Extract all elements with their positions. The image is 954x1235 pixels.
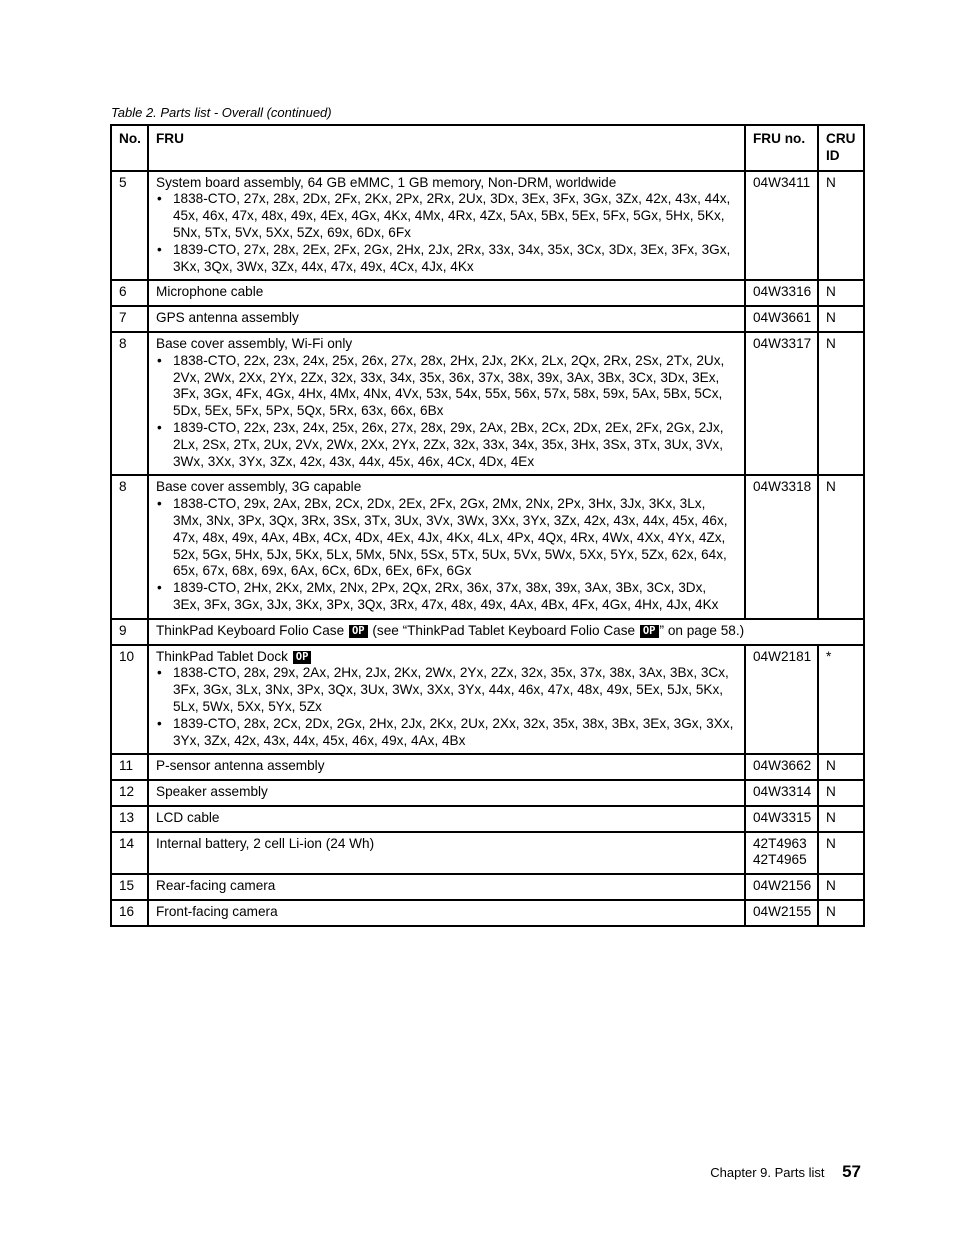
fru-number-cell (745, 874, 818, 900)
fru-description (156, 784, 737, 801)
cru-id: N (818, 900, 864, 926)
cru-id: N (818, 332, 864, 475)
fru-description-cell (148, 332, 745, 475)
fru-description-text: Base cover assembly, Wi-Fi only (156, 335, 353, 351)
fru-number: 42T4963 (753, 835, 807, 851)
fru-description (156, 336, 737, 353)
fru-description (156, 878, 737, 895)
machine-type-list (156, 665, 737, 749)
fru-description-cell (148, 754, 745, 780)
table-row (111, 475, 864, 618)
machine-type-item: • 1838-CTO, 27x, 28x, 2Dx, 2Fx, 2Kx, 2Px, 2Rx, 2Ux, 3Dx, 3Ex, 3Fx, 3Gx, 3Zx, 42x, 43x, 44x, 45x, 46x, 47x, 48x, 49x, 4Ex, 4Gx, 4Kx, 4Mx, 4Rx, 4Zx, 5Ax, 5Bx, 5Ex, 5Fx, 5Gx, 5Hx, 5Kx, 5Nx, 5Tx, 5Vx, 5Xx, 5Zx, 69x, 6Dx, 6Fx (156, 191, 737, 241)
fru-number: 04W3411 (753, 174, 811, 190)
fru-description-text: Speaker assembly (156, 784, 268, 800)
fru-number-cell (745, 806, 818, 832)
machine-type-item: • 1839-CTO, 28x, 2Cx, 2Dx, 2Gx, 2Hx, 2Jx, 2Kx, 2Ux, 2Xx, 32x, 35x, 38x, 3Bx, 3Ex, 3Gx, 3Xx, 3Yx, 3Zx, 42x, 43x, 44x, 45x, 46x, 49x, 4Ax, 4Bx (156, 716, 737, 750)
table-row (111, 171, 864, 281)
fru-number: 04W3316 (753, 284, 812, 300)
option-badge: OP (640, 625, 659, 638)
fru-description (156, 310, 737, 327)
cross-reference-text: (see “ThinkPad Tablet Keyboard Folio Case (372, 622, 636, 638)
table-row (111, 806, 864, 832)
table-row (111, 780, 864, 806)
fru-description-text: GPS antenna assembly (156, 310, 299, 326)
table-row (111, 645, 864, 755)
cru-id: N (818, 306, 864, 332)
fru-description-cell (148, 306, 745, 332)
fru-description-text: Microphone cable (156, 284, 264, 300)
row-number: 16 (111, 900, 148, 926)
page-number: 57 (842, 1162, 861, 1181)
cru-id: N (818, 754, 864, 780)
fru-description-cell (148, 780, 745, 806)
fru-number-cell (745, 171, 818, 281)
cru-id: * (818, 645, 864, 755)
fru-number-cell (745, 780, 818, 806)
fru-number-cell (745, 645, 818, 755)
parts-table-body (111, 171, 864, 926)
table-row (111, 280, 864, 306)
fru-description (156, 284, 737, 301)
fru-description (156, 649, 737, 666)
machine-type-item: • 1838-CTO, 22x, 23x, 24x, 25x, 26x, 27x, 28x, 2Hx, 2Jx, 2Kx, 2Lx, 2Qx, 2Rx, 2Sx, 2Tx, 2Ux, 2Vx, 2Wx, 2Xx, 2Yx, 2Zx, 32x, 33x, 34x, 35x, 36x, 37x, 38x, 39x, 3Ax, 3Bx, 3Cx, 3Dx, 3Ex, 3Fx, 3Gx, 4Fx, 4Gx, 4Hx, 4Mx, 4Nx, 4Vx, 53x, 54x, 55x, 56x, 57x, 58x, 59x, 5Ax, 5Bx, 5Cx, 5Dx, 5Ex, 5Fx, 5Px, 5Qx, 5Rx, 63x, 66x, 6Bx (156, 353, 737, 420)
table-header-row (111, 125, 864, 171)
fru-description-cell (148, 832, 745, 875)
fru-description (156, 758, 737, 775)
fru-description-cell (148, 171, 745, 281)
parts-table (110, 124, 865, 927)
fru-description-cell (148, 280, 745, 306)
row-number: 12 (111, 780, 148, 806)
row-number: 8 (111, 475, 148, 618)
table-row (111, 619, 864, 645)
fru-number: 04W3661 (753, 310, 812, 326)
chapter-label: Chapter 9. Parts list (710, 1165, 825, 1180)
fru-number: 04W2181 (753, 648, 812, 664)
option-badge: OP (293, 651, 312, 664)
fru-number-cell (745, 475, 818, 618)
machine-type-item: • 1839-CTO, 27x, 28x, 2Ex, 2Fx, 2Gx, 2Hx, 2Jx, 2Rx, 33x, 34x, 35x, 3Cx, 3Dx, 3Ex, 3Fx, 3Gx, 3Kx, 3Qx, 3Wx, 3Zx, 44x, 47x, 49x, 4Cx, 4Jx, 4Kx (156, 242, 737, 276)
header-fru: FRU (148, 125, 745, 171)
fru-number: 04W3314 (753, 784, 812, 800)
table-row (111, 306, 864, 332)
cru-id: N (818, 874, 864, 900)
fru-number: 42T4965 (753, 852, 807, 868)
fru-description-cell (148, 645, 745, 755)
fru-description-text: System board assembly, 64 GB eMMC, 1 GB memory, Non-DRM, worldwide (156, 174, 617, 190)
row-number: 8 (111, 332, 148, 475)
cru-id: N (818, 832, 864, 875)
fru-number: 04W3315 (753, 809, 812, 825)
row-number: 7 (111, 306, 148, 332)
cru-id: N (818, 171, 864, 281)
cross-reference-text: ” on page 58.) (659, 622, 745, 638)
table-row (111, 832, 864, 875)
cru-id: N (818, 780, 864, 806)
machine-type-item: • 1839-CTO, 2Hx, 2Kx, 2Mx, 2Nx, 2Px, 2Qx, 2Rx, 36x, 37x, 38x, 39x, 3Ax, 3Bx, 3Cx, 3Dx, 3Ex, 3Fx, 3Gx, 3Jx, 3Kx, 3Px, 3Qx, 3Rx, 47x, 48x, 49x, 4Ax, 4Bx, 4Fx, 4Gx, 4Hx, 4Jx, 4Kx (156, 580, 737, 614)
machine-type-list (156, 353, 737, 471)
fru-number: 04W3318 (753, 479, 812, 495)
fru-number: 04W3662 (753, 758, 812, 774)
row-number: 6 (111, 280, 148, 306)
fru-number: 04W2156 (753, 878, 812, 894)
fru-description-text: Internal battery, 2 cell Li-ion (24 Wh) (156, 835, 375, 851)
fru-number-cell (745, 832, 818, 875)
fru-description (156, 175, 737, 192)
header-cru-id: CRU ID (818, 125, 864, 171)
fru-description-text: Base cover assembly, 3G capable (156, 479, 362, 495)
option-badge: OP (349, 625, 368, 638)
table-caption: Table 2. Parts list - Overall (continued) (111, 105, 332, 120)
fru-description-text: ThinkPad Tablet Dock (156, 648, 288, 664)
fru-description-cell (148, 874, 745, 900)
fru-description (156, 836, 737, 853)
fru-number-cell (745, 306, 818, 332)
row-number: 14 (111, 832, 148, 875)
row-number: 13 (111, 806, 148, 832)
header-fru-no: FRU no. (745, 125, 818, 171)
fru-number: 04W2155 (753, 904, 812, 920)
fru-description-text: Rear-facing camera (156, 878, 276, 894)
fru-description (156, 479, 737, 496)
table-row (111, 332, 864, 475)
fru-number-cell (745, 332, 818, 475)
machine-type-item: • 1839-CTO, 22x, 23x, 24x, 25x, 26x, 27x, 28x, 29x, 2Ax, 2Bx, 2Cx, 2Dx, 2Ex, 2Fx, 2Gx, 2Jx, 2Lx, 2Sx, 2Tx, 2Ux, 2Vx, 2Wx, 2Xx, 2Yx, 2Zx, 32x, 33x, 34x, 35x, 3Hx, 3Sx, 3Tx, 3Ux, 3Vx, 3Wx, 3Xx, 3Yx, 3Zx, 42x, 43x, 44x, 45x, 46x, 4Cx, 4Dx, 4Ex (156, 420, 737, 470)
fru-number-cell (745, 754, 818, 780)
table-row (111, 754, 864, 780)
fru-number: 04W3317 (753, 335, 812, 351)
fru-description-cell (148, 806, 745, 832)
cru-id: N (818, 475, 864, 618)
fru-number-cell (745, 900, 818, 926)
cru-id: N (818, 806, 864, 832)
fru-description: ThinkPad Keyboard Folio Case (156, 622, 345, 638)
fru-description-text: P-sensor antenna assembly (156, 758, 325, 774)
row-number: 5 (111, 171, 148, 281)
fru-description-cell (148, 475, 745, 618)
fru-description-text: LCD cable (156, 809, 220, 825)
fru-description (156, 810, 737, 827)
fru-description (156, 904, 737, 921)
fru-number-cell (745, 280, 818, 306)
machine-type-item: • 1838-CTO, 28x, 29x, 2Ax, 2Hx, 2Jx, 2Kx, 2Wx, 2Yx, 2Zx, 32x, 35x, 37x, 38x, 3Ax, 3Bx, 3Cx, 3Fx, 3Gx, 3Lx, 3Nx, 3Px, 3Qx, 3Ux, 3Wx, 3Xx, 3Yx, 44x, 46x, 47x, 48x, 49x, 5Ex, 5Jx, 5Kx, 5Lx, 5Wx, 5Xx, 5Yx, 5Zx (156, 665, 737, 715)
fru-description-cell (148, 900, 745, 926)
machine-type-item: • 1838-CTO, 29x, 2Ax, 2Bx, 2Cx, 2Dx, 2Ex, 2Fx, 2Gx, 2Mx, 2Nx, 2Px, 3Hx, 3Jx, 3Kx, 3Lx, 3Mx, 3Nx, 3Px, 3Qx, 3Rx, 3Sx, 3Tx, 3Ux, 3Vx, 3Wx, 3Xx, 3Yx, 3Zx, 42x, 43x, 44x, 45x, 46x, 47x, 48x, 49x, 4Ax, 4Bx, 4Cx, 4Dx, 4Ex, 4Jx, 4Kx, 4Lx, 4Px, 4Qx, 4Rx, 4Wx, 4Xx, 4Yx, 4Zx, 52x, 5Gx, 5Hx, 5Jx, 5Kx, 5Lx, 5Mx, 5Nx, 5Sx, 5Tx, 5Ux, 5Vx, 5Wx, 5Xx, 5Yx, 5Zx, 62x, 64x, 65x, 67x, 68x, 69x, 6Ax, 6Cx, 6Dx, 6Ex, 6Fx, 6Gx (156, 496, 737, 580)
table-row (111, 900, 864, 926)
cru-id: N (818, 280, 864, 306)
page-footer (710, 1162, 861, 1183)
machine-type-list (156, 496, 737, 614)
row-number: 10 (111, 645, 148, 755)
fru-description-text: Front-facing camera (156, 904, 278, 920)
row-number: 9 (111, 619, 148, 645)
machine-type-list (156, 191, 737, 275)
table-row (111, 874, 864, 900)
row-number: 15 (111, 874, 148, 900)
header-no: No. (111, 125, 148, 171)
row-number: 11 (111, 754, 148, 780)
fru-description-cell (148, 619, 864, 645)
